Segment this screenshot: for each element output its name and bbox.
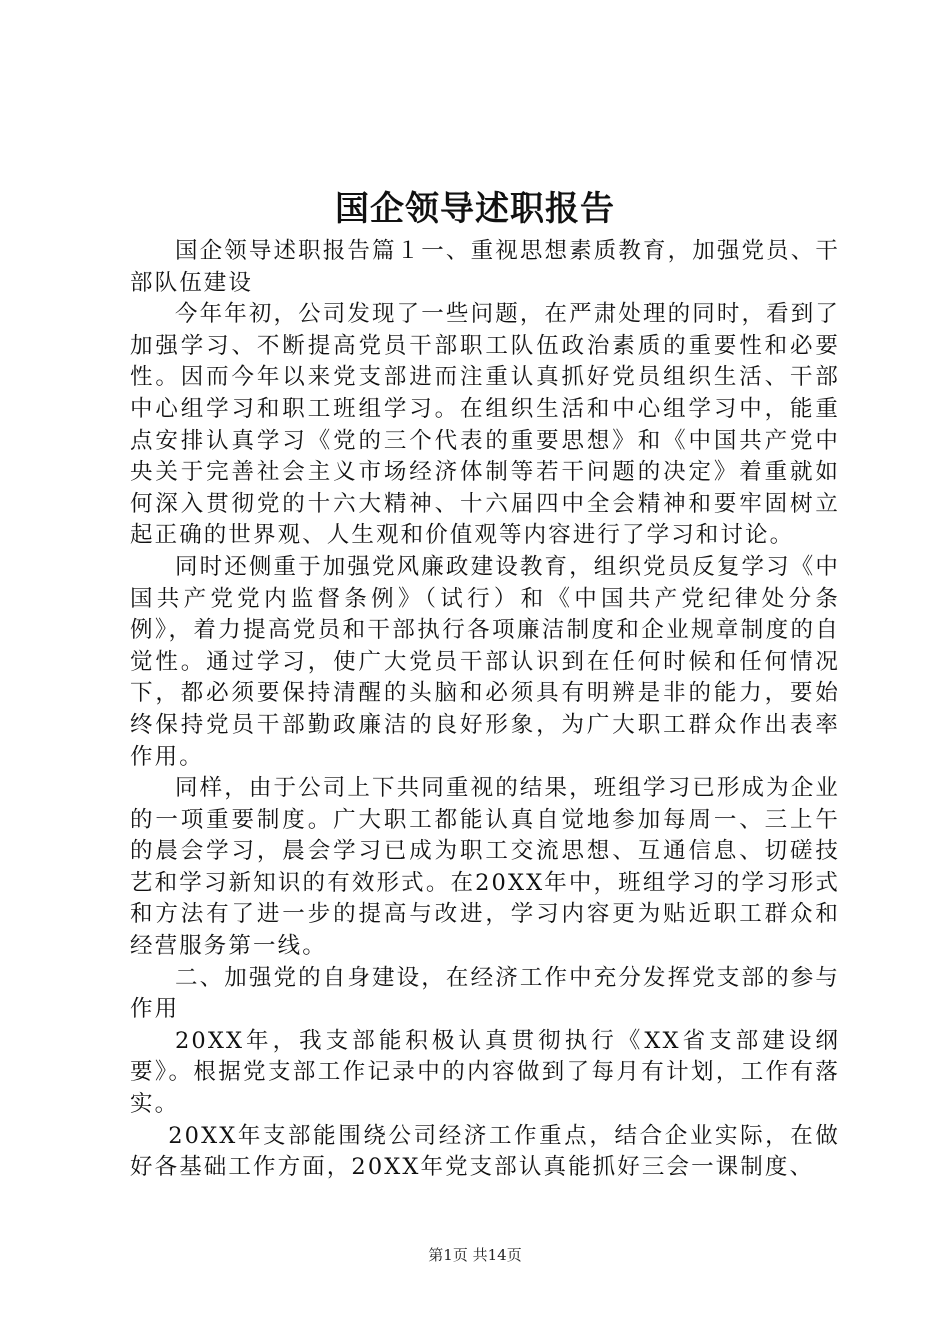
paragraph-6: 20XX年支部能围绕公司经济工作重点，结合企业实际，在做好各基础工作方面，20XX年党支部认真能抓好三会一课制度、: [130, 1122, 840, 1181]
paragraph-1: 国企领导述职报告篇１一、重视思想素质教育，加强党员、干部队伍建设: [130, 238, 840, 296]
document-body: [130, 236, 840, 1184]
page-number-footer: 第1页 共14页: [428, 1246, 522, 1264]
paragraph-2: 今年年初，公司发现了一些问题，在严肃处理的同时，看到了加强学习、不断提高党员干部职工队伍政治素质的重要性和必要性。因而今年以来党支部进而注重认真抓好党员组织生活、干部中心组学习和职工班组学习。在组织生活和中心组学习中，能重点安排认真学习《党的三个代表的重要思想》和《中国共产党中央关于完善社会主义市场经济体制等若干问题的决定》着重就如何深入贯彻党的十六大精神、十六届四中全会精神和要牢固树立起正确的世界观、人生观和价值观等内容进行了学习和讨论。: [130, 301, 840, 549]
section-heading-2: 二、加强党的自身建设，在经济工作中充分发挥党支部的参与作用: [130, 964, 840, 1023]
document-title: 国企领导述职报告: [335, 189, 615, 229]
paragraph-3: 同时还侧重于加强党风廉政建设教育，组织党员反复学习《中国共产党党内监督条例》（试行）和《中国共产党纪律处分条例》，着力提高党员和干部执行各项廉洁制度和企业规章制度的自觉性。通过学习，使广大党员干部认识到在任何时候和任何情况下，都必须要保持清醒的头脑和必须具有明辨是非的能力，要始终保持党员干部勤政廉洁的良好形象，为广大职工群众作出表率作用。: [130, 553, 840, 770]
paragraph-4: 同样，由于公司上下共同重视的结果，班组学习已形成为企业的一项重要制度。广大职工都能认真自觉地参加每周一、三上午的晨会学习，晨会学习已成为职工交流思想、互通信息、切磋技艺和学习新知识的有效形式。在20XX年中，班组学习的学习形式和方法有了进一步的提高与改进，学习内容更为贴近职工群众和经营服务第一线。: [130, 775, 840, 960]
paragraph-5: 20XX年，我支部能积极认真贯彻执行《XX省支部建设纲要》。根据党支部工作记录中的内容做到了每月有计划，工作有落实。: [130, 1027, 840, 1118]
